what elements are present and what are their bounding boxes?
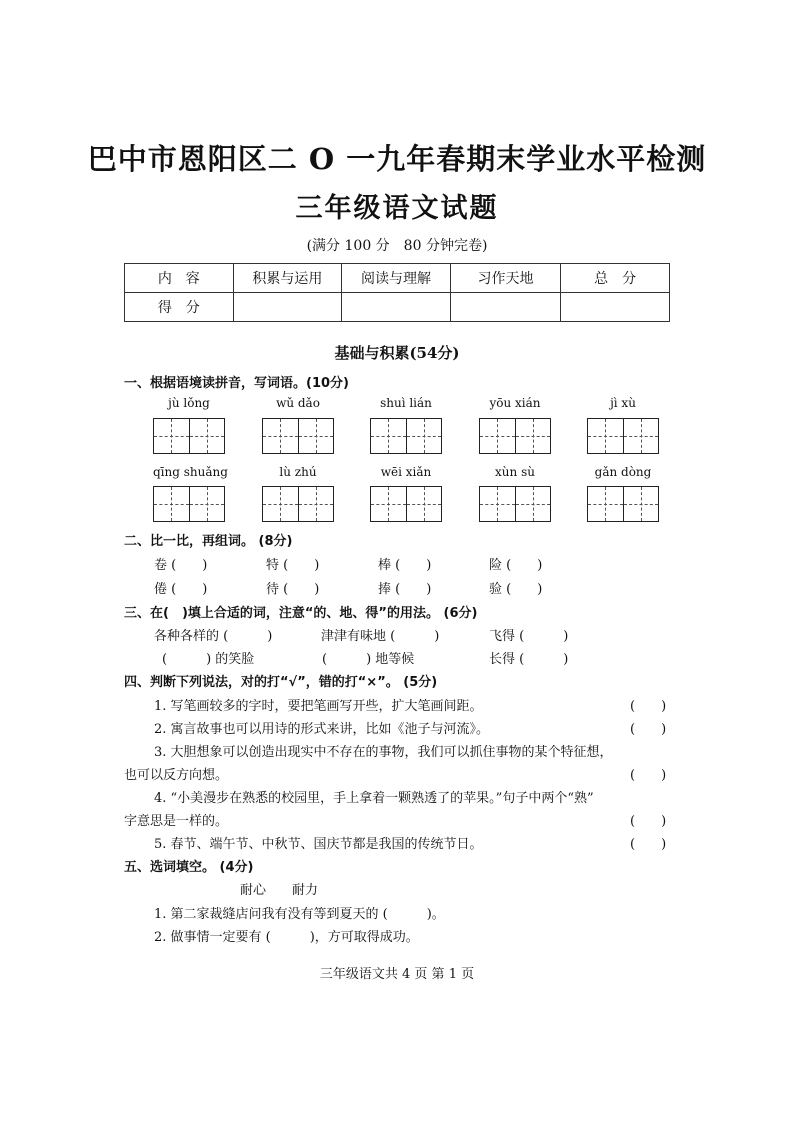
answer-paren[interactable]: ( ) (630, 722, 667, 737)
pinyin-label: lù zhú (279, 465, 317, 479)
compare-item: 捧 ( ) (378, 582, 432, 597)
writing-grid-box[interactable] (587, 486, 659, 522)
compare-item: 验 ( ) (489, 582, 543, 597)
pinyin-label: jù lǒng (168, 396, 210, 410)
judge-statement-continued: 字意思是一样的。 (124, 814, 229, 829)
fill-item: ( ) 的笑脸 (162, 652, 255, 667)
answer-paren[interactable]: ( ) (630, 699, 667, 714)
judge-statement: 5. 春节、端午节、中秋节、国庆节都是我国的传统节日。 (154, 837, 483, 852)
answer-paren[interactable]: ( ) (630, 837, 667, 852)
judge-statement: 2. 寓言故事也可以用诗的形式来讲，比如《池子与河流》。 (154, 722, 490, 737)
fill-item: 飞得 ( ) (489, 629, 569, 644)
exam-subject-title: 三年级语文试题 (295, 193, 499, 224)
compare-item: 待 ( ) (266, 582, 320, 597)
question-3-title: 三、在( )填上合适的词，注意“的、地、得”的用法。 (6分) (124, 606, 478, 621)
fill-sentence: 1. 第二家裁缝店问我有没有等到夏天的 ( )。 (154, 907, 445, 922)
score-table-score-row (125, 293, 670, 322)
writing-grid-box[interactable] (370, 418, 442, 454)
score-input-cell[interactable] (342, 293, 451, 322)
score-cell: 阅读与理解 (342, 264, 451, 293)
judge-statement: 4. “小美漫步在熟悉的校园里，手上拿着一颗熟透了的苹果。”句子中两个“熟” (154, 791, 594, 806)
pinyin-label: jì xù (610, 396, 636, 410)
score-input-cell[interactable] (233, 293, 342, 322)
writing-grid-box[interactable] (262, 418, 334, 454)
compare-item: 棒 ( ) (378, 558, 432, 573)
question-1-title: 一、根据语境读拼音，写词语。(10分) (124, 376, 349, 391)
judge-statement-continued: 也可以反方向想。 (124, 768, 229, 783)
writing-grid-box[interactable] (479, 486, 551, 522)
compare-item: 险 ( ) (489, 558, 543, 573)
question-5-title: 五、选词填空。 (4分) (124, 860, 254, 875)
writing-grid-box[interactable] (153, 418, 225, 454)
section-title: 基础与积累(54分) (334, 344, 460, 362)
score-table (124, 263, 670, 322)
answer-paren[interactable]: ( ) (630, 814, 667, 829)
pinyin-label: wǔ dǎo (276, 396, 320, 410)
fill-sentence: 2. 做事情一定要有 ( )，方可取得成功。 (154, 930, 419, 945)
pinyin-label: gǎn dòng (594, 465, 652, 479)
score-cell: 内 容 (125, 264, 234, 293)
pinyin-label: wēi xiǎn (380, 465, 432, 479)
score-cell: 习作天地 (450, 264, 561, 293)
score-table-header-row (125, 264, 670, 293)
compare-item: 特 ( ) (266, 558, 320, 573)
pinyin-label: shuì lián (380, 396, 432, 410)
word-options: 耐心 耐力 (240, 883, 319, 898)
fill-item: 长得 ( ) (489, 652, 569, 667)
compare-item: 倦 ( ) (154, 582, 208, 597)
compare-item: 卷 ( ) (154, 558, 208, 573)
answer-paren[interactable]: ( ) (630, 768, 667, 783)
writing-grid-box[interactable] (587, 418, 659, 454)
page-footer: 三年级语文共 4 页 第 1 页 (319, 967, 475, 982)
score-cell: 总 分 (561, 264, 670, 293)
fill-item: ( ) 地等候 (322, 652, 415, 667)
question-2-title: 二、比一比，再组词。 (8分) (124, 534, 293, 549)
pinyin-label: qīng shuǎng (153, 465, 228, 479)
writing-grid-box[interactable] (479, 418, 551, 454)
question-4-title: 四、判断下列说法，对的打“√”，错的打“×”。 (5分) (124, 675, 438, 690)
exam-title: 巴中市恩阳区二 O 一九年春期末学业水平检测 (87, 142, 707, 176)
score-cell: 得 分 (125, 293, 234, 322)
score-input-cell[interactable] (450, 293, 561, 322)
fill-item: 津津有味地 ( ) (321, 629, 440, 644)
writing-grid-box[interactable] (262, 486, 334, 522)
pinyin-label: xùn sù (495, 465, 535, 479)
judge-statement: 3. 大胆想象可以创造出现实中不存在的事物，我们可以抓住事物的某个特征想， (154, 745, 613, 760)
writing-grid-box[interactable] (370, 486, 442, 522)
exam-note: (满分 100 分 80 分钟完卷) (306, 238, 488, 254)
judge-statement: 1. 写笔画较多的字时，要把笔画写开些，扩大笔画间距。 (154, 699, 483, 714)
score-cell: 积累与运用 (233, 264, 342, 293)
pinyin-label: yōu xián (489, 396, 541, 410)
score-input-cell[interactable] (561, 293, 670, 322)
writing-grid-box[interactable] (153, 486, 225, 522)
fill-item: 各种各样的 ( ) (154, 629, 273, 644)
